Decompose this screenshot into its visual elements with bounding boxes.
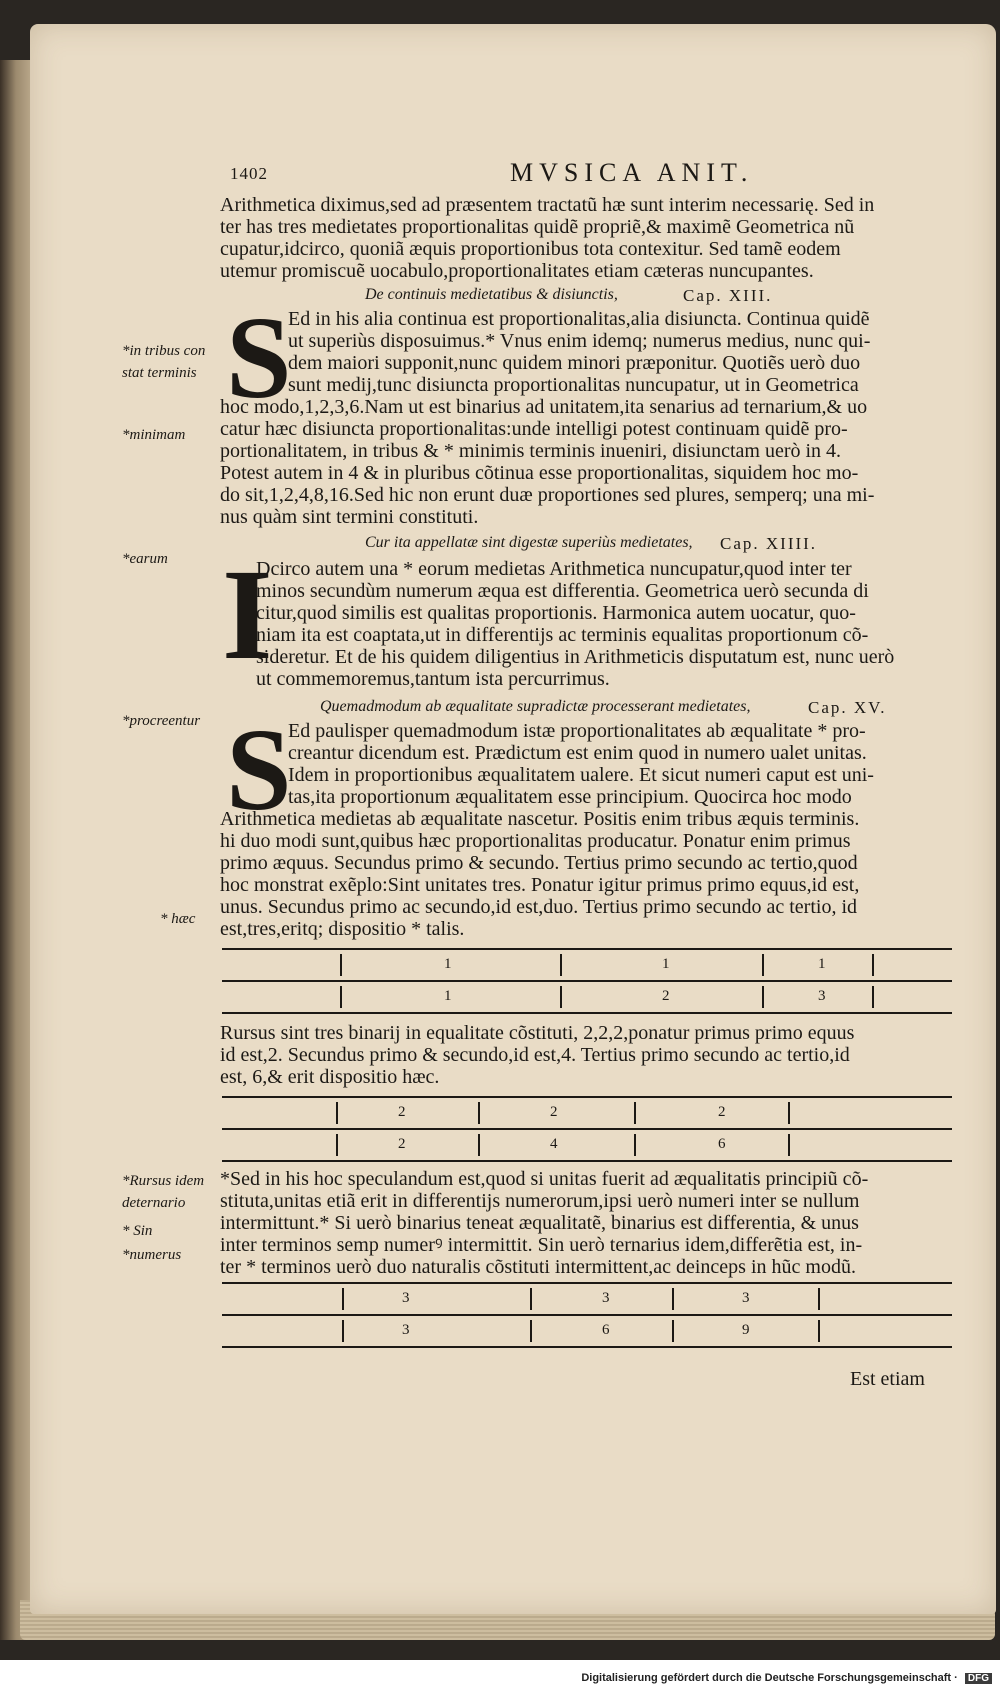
table-divider [672, 1320, 674, 1342]
body-line: hoc monstrat exẽplo:Sint unitates tres. Ponatur igitur primus primo equus,id est, [220, 874, 860, 896]
table-cell: 2 [398, 1104, 406, 1120]
margin-note: *procreentur [122, 713, 201, 729]
body-line: minos secundùm numerum æqua est differentia. Geometrica uerò secunda di [256, 580, 869, 602]
table-rule [222, 1012, 952, 1014]
body-line: Ed paulisper quemadmodum istæ proportionalitates ab æqualitate * pro- [288, 720, 866, 742]
table-rule [222, 980, 952, 982]
body-line: Idem in proportionibus æqualitatem ualere. Et sicut numeri caput est uni- [288, 764, 874, 786]
margin-note: *minimam [122, 427, 186, 443]
table-divider [788, 1134, 790, 1156]
table-divider [560, 986, 562, 1008]
table-rule [222, 1096, 952, 1098]
body-line: hi duo modi sunt,quibus hæc proportionalitas producatur. Ponatur enim primus [220, 830, 851, 852]
table-divider [818, 1288, 820, 1310]
credit-text: Digitalisierung gefördert durch die Deutsche Forschungsgemeinschaft [581, 1672, 952, 1684]
table-cell: 3 [818, 988, 826, 1004]
table-divider [818, 1320, 820, 1342]
body-line: unus. Secundus primo ac secundo,id est,duo. Tertius primo secundo ac tertio, id [220, 896, 858, 918]
chapter-heading: Cur ita appellatæ sint digestæ superiùs medietates, [365, 534, 693, 551]
drop-cap-initial: S [226, 292, 292, 423]
body-line: dem maiori supponit,nunc quidem minori præponitur. Quotiẽs uerò duo [288, 352, 861, 374]
margin-note: *earum [122, 551, 168, 567]
margin-note: *Rursus idem [122, 1173, 205, 1189]
body-line: hoc modo,1,2,3,6.Nam ut est binarius ad unitatem,ita senarius ad ternarium,& uo [220, 396, 868, 418]
chapter-heading: Quemadmodum ab æqualitate supradictæ processerant medietates, [320, 698, 751, 715]
table-cell: 6 [718, 1136, 726, 1152]
table-divider [634, 1134, 636, 1156]
table-divider [872, 986, 874, 1008]
drop-cap-initial: S [226, 704, 292, 835]
table-divider [342, 1320, 344, 1342]
chapter-number: Cap. XV. [808, 698, 887, 717]
table-cell: 1 [444, 988, 452, 1004]
body-line: sideretur. Et de his quidem diligentius in Arithmeticis disputatum est, nunc uerò [256, 646, 895, 668]
table-divider [340, 986, 342, 1008]
margin-note: *numerus [122, 1247, 182, 1263]
table-cell: 1 [818, 956, 826, 972]
table-divider [762, 954, 764, 976]
body-line: ut commemoremus,tantum ista percurrimus. [256, 668, 610, 690]
table-divider [342, 1288, 344, 1310]
table-divider [336, 1134, 338, 1156]
body-line: portionalitatem, in tribus & * minimis terminis inueniri, disiunctam uerò in 4. [220, 440, 842, 462]
body-line: inter terminos semp numerꝰ intermittit. Sin uerò ternarius idem,differẽtia est, in- [220, 1234, 863, 1256]
table-cell: 9 [742, 1322, 750, 1338]
drop-cap-initial: I [222, 543, 273, 687]
table-cell: 6 [602, 1322, 610, 1338]
body-line: do sit,1,2,4,8,16.Sed hic non erunt duæ proportiones sed plures, semperq; una mi- [220, 484, 875, 506]
table-divider [478, 1102, 480, 1124]
margin-note: stat terminis [122, 365, 197, 381]
body-line: id est,2. Secundus primo & secundo,id est,4. Tertius primo secundo ac tertio,id [220, 1044, 850, 1066]
body-line: Arithmetica diximus,sed ad præsentem tractatũ hæ sunt interim necessarię. Sed in [220, 194, 875, 216]
margin-note: * hæc [160, 911, 196, 927]
page-header [230, 158, 950, 188]
table-cell: 3 [402, 1322, 410, 1338]
chapter-number: Cap. XIIII. [720, 534, 818, 553]
body-line: ter * terminos uerò duo naturalis cõstituti intermittent,ac deinceps in hũc modũ. [220, 1256, 856, 1278]
body-line: Ed in his alia continua est proportionalitas,alia disiuncta. Continua quidẽ [288, 308, 870, 330]
table-divider [788, 1102, 790, 1124]
table-rule [222, 1346, 952, 1348]
table-cell: 2 [718, 1104, 726, 1120]
table-cell: 2 [398, 1136, 406, 1152]
body-line: Rursus sint tres binarij in equalitate cõstituti, 2,2,2,ponatur primus primo equus [220, 1022, 855, 1044]
body-line: utemur promiscuẽ uocabulo,proportionalitates etiam cæteras nuncupantes. [220, 260, 814, 282]
body-line: niam ita est coaptata,ut in differentijs ac terminis equalitas proportionum cõ- [256, 624, 869, 646]
table-cell: 1 [444, 956, 452, 972]
table-cell: 3 [602, 1290, 610, 1306]
body-line: est,tres,eritq; dispositio * talis. [220, 918, 465, 940]
body-line: est, 6,& erit dispositio hæc. [220, 1066, 440, 1088]
table-rule [222, 948, 952, 950]
body-line: catur hæc disiuncta proportionalitas:unde intelligi potest continuam quidẽ pro- [220, 418, 848, 440]
digitization-credit: Digitalisierung gefördert durch die Deutsche Forschungsgemeinschaft · DFG [581, 1672, 992, 1684]
table-divider [560, 954, 562, 976]
table-divider [478, 1134, 480, 1156]
table-divider [672, 1288, 674, 1310]
table-rule [222, 1282, 952, 1284]
table-divider [634, 1102, 636, 1124]
chapter-number: Cap. XIII. [683, 286, 773, 305]
body-line: sunt medij,tunc disiuncta proportionalitas nuncupatur, ut in Geometrica [288, 374, 859, 396]
table-cell: 2 [662, 988, 670, 1004]
catchword: Est etiam [850, 1368, 925, 1390]
body-line: Dcirco autem una * eorum medietas Arithmetica nuncupatur,quod inter ter [256, 558, 852, 580]
body-line: primo æquus. Secundus primo & secundo. Tertius primo secundo ac tertio,quod [220, 852, 858, 874]
number-table [222, 1094, 952, 1164]
number-table [222, 946, 952, 1016]
body-line: stituta,unitas etiã erit in differentijs numerorum,ipsi uerò numeri inter se nullum [220, 1190, 860, 1212]
table-divider [530, 1320, 532, 1342]
number-table [222, 1280, 952, 1350]
margin-note: deternario [122, 1195, 186, 1211]
table-divider [530, 1288, 532, 1310]
body-line: tas,ita proportionum æqualitatem esse principium. Quocirca hoc modo [288, 786, 852, 808]
table-cell: 3 [742, 1290, 750, 1306]
table-cell: 1 [662, 956, 670, 972]
table-cell: 4 [550, 1136, 558, 1152]
body-line: nus quàm sint termini constituti. [220, 506, 479, 528]
body-line: citur,quod similis est qualitas proportionis. Harmonica autem uocatur, quo- [256, 602, 856, 624]
body-line: ter has tres medietates proportionalitas quidẽ propriẽ,& maximẽ Geometrica nũ [220, 216, 855, 238]
body-line: Arithmetica medietas ab æqualitate nascetur. Positis enim tribus æquis terminis. [220, 808, 860, 830]
body-line: creantur dicendum est. Prædictum est enim quod in numero ualet unitas. [288, 742, 867, 764]
table-rule [222, 1314, 952, 1316]
body-line: *Sed in his hoc speculandum est,quod si unitas fuerit ad æqualitatis principiũ cõ- [220, 1168, 869, 1190]
dfg-logo-icon: DFG [965, 1673, 992, 1684]
body-line: intermittunt.* Si uerò binarius teneat æqualitatẽ, binarius est differentia, & unus [220, 1212, 859, 1234]
body-line: ut superiùs disposuimus.* Vnus enim idemq; numerus medius, nunc qui- [288, 330, 871, 352]
running-title: MVSICA ANIT. [510, 158, 754, 187]
body-line: Potest autem in 4 & in pluribus cõtinua esse proportionalitas, siquidem hoc mo- [220, 462, 859, 484]
table-divider [762, 986, 764, 1008]
table-divider [340, 954, 342, 976]
chapter-heading: De continuis medietatibus & disiunctis, [365, 286, 618, 303]
page-number: 1402 [230, 164, 268, 183]
table-rule [222, 1128, 952, 1130]
margin-note: * Sin [122, 1223, 153, 1239]
table-divider [872, 954, 874, 976]
table-rule [222, 1160, 952, 1162]
body-line: cupatur,idcirco, quoniã æquis proportionibus tota contexitur. Sed tamẽ eodem [220, 238, 841, 260]
margin-note: *in tribus con [122, 343, 206, 359]
table-cell: 3 [402, 1290, 410, 1306]
table-divider [336, 1102, 338, 1124]
table-cell: 2 [550, 1104, 558, 1120]
